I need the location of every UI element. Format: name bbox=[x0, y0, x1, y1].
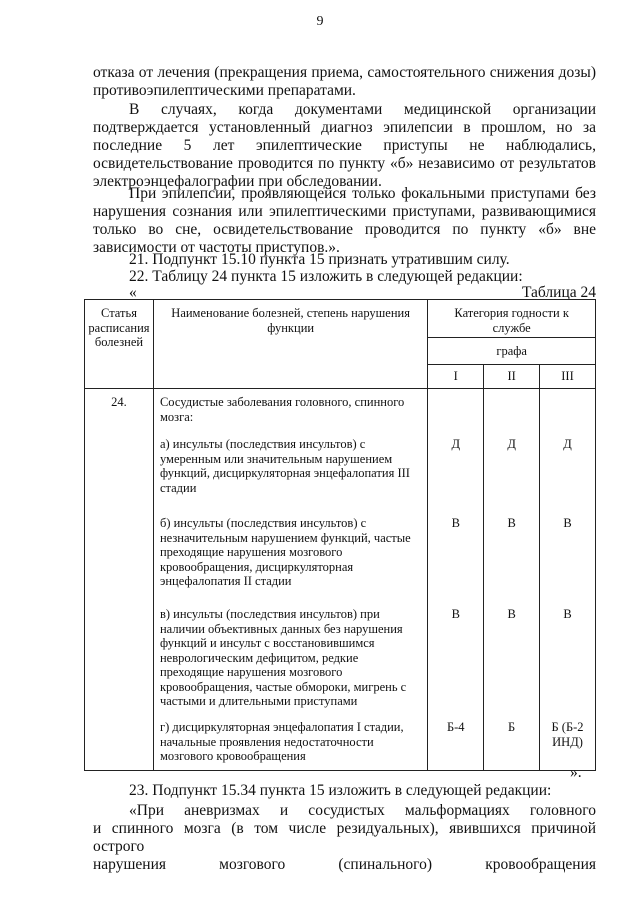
row-d-g2: Б bbox=[508, 720, 516, 734]
para1-line2: противоэпилептическими препаратами. bbox=[93, 82, 356, 99]
item-23: 23. Подпункт 15.34 пункта 15 изложить в следующей редакции: bbox=[129, 782, 552, 799]
disease-group-title: Сосудистые заболевания головного, спинного мозга: bbox=[159, 395, 405, 424]
row-a-text: а) инсульты (последствия инсультов) с умеренным или значительным нарушением функций, дисциркуляторная энцефалопатия III стадии bbox=[159, 437, 410, 495]
row-c-g3: В bbox=[563, 607, 572, 621]
row-d-g3: Б (Б-2 ИНД) bbox=[551, 720, 584, 749]
close-quote: ». bbox=[570, 764, 582, 781]
paragraph-epilepsy-history bbox=[93, 101, 596, 191]
row-d-text: г) дисциркуляторная энцефалопатия I стадии, начальные проявления недостаточности мозгового кровообращения bbox=[159, 720, 404, 763]
para3-line4: зависимости от частоты приступов.». bbox=[93, 239, 340, 256]
row-b-g2: В bbox=[507, 516, 516, 530]
para1-line1: отказа от лечения (прекращения приема, самостоятельного снижения дозы) bbox=[93, 64, 596, 81]
paragraph-focal-epilepsy bbox=[93, 185, 596, 257]
para2-line1: В случаях, когда документами медицинской организации bbox=[129, 101, 596, 118]
row-a-g2: Д bbox=[507, 437, 516, 451]
row-c-text: в) инсульты (последствия инсультов) при наличии объективных данных без нарушения функций и инсульт с восстановившимся неврологическим дефицитом, редкие преходящие нарушения мозгового кровообращения, частые обмороки, мигрень с частыми и длительными приступами bbox=[159, 607, 407, 708]
paragraph-continuation bbox=[93, 64, 596, 100]
paragraph-aneurysms bbox=[93, 802, 596, 874]
row-b-text: б) инсульты (последствия инсультов) с незначительным нарушением функций, частые преходящие нарушения мозгового кровообращения, дисциркуляторная энцефалопатия II стадии bbox=[159, 516, 411, 588]
para4-line2: и спинного мозга (в том числе резидуальных), явившихся причиной острого bbox=[93, 820, 596, 855]
header-disease-name: Наименование болезней, степень нарушения функции bbox=[153, 300, 427, 389]
para3-line3: только во сне, освидетельствование проводится по пункту «б» вне bbox=[93, 221, 596, 238]
header-article: Статья расписания болезней bbox=[85, 300, 154, 389]
table-caption: Таблица 24 bbox=[521, 284, 596, 301]
article-number: 24. bbox=[85, 389, 154, 771]
row-a-g1: Д bbox=[451, 437, 461, 451]
row-d-g1: Б-4 bbox=[446, 720, 465, 734]
item-21: 21. Подпункт 15.10 пункта 15 признать утратившим силу. bbox=[129, 251, 510, 268]
para4-line3: нарушения мозгового (спинального) кровообращения bbox=[93, 856, 596, 873]
page-number: 9 bbox=[316, 14, 324, 29]
para4-line1: «При аневризмах и сосудистых мальформациях головного bbox=[129, 802, 596, 819]
header-graph: графа bbox=[428, 338, 596, 365]
item-22: 22. Таблицу 24 пункта 15 изложить в следующей редакции: bbox=[129, 268, 523, 285]
row-b-g3: В bbox=[563, 516, 572, 530]
row-c-g1: В bbox=[451, 607, 460, 621]
row-a-g3: Д bbox=[563, 437, 572, 451]
table-row bbox=[85, 389, 596, 771]
header-graph-1: I bbox=[428, 365, 484, 389]
para2-line2: подтверждается установленный диагноз эпилепсии в прошлом, но за bbox=[93, 119, 596, 136]
para3-line2: нарушения сознания или эпилептическими приступами, развивающимися bbox=[93, 203, 596, 220]
header-graph-3: III bbox=[540, 365, 596, 389]
para2-line5: электроэнцефалографии при обследовании. bbox=[93, 173, 382, 190]
table-24 bbox=[84, 299, 596, 771]
header-graph-2: II bbox=[484, 365, 540, 389]
row-b-g1: В bbox=[451, 516, 460, 530]
open-quote: « bbox=[129, 284, 137, 301]
para2-line3: последние 5 лет эпилептические приступы не наблюдались, bbox=[93, 137, 596, 154]
row-c-g2: В bbox=[507, 607, 516, 621]
para2-line4: освидетельствование проводится по пункту «б» независимо от результатов bbox=[93, 155, 596, 172]
para3-line1: При эпилепсии, проявляющейся только фокальными приступами без bbox=[129, 185, 596, 202]
header-fitness-category: Категория годности к службе bbox=[428, 300, 596, 338]
